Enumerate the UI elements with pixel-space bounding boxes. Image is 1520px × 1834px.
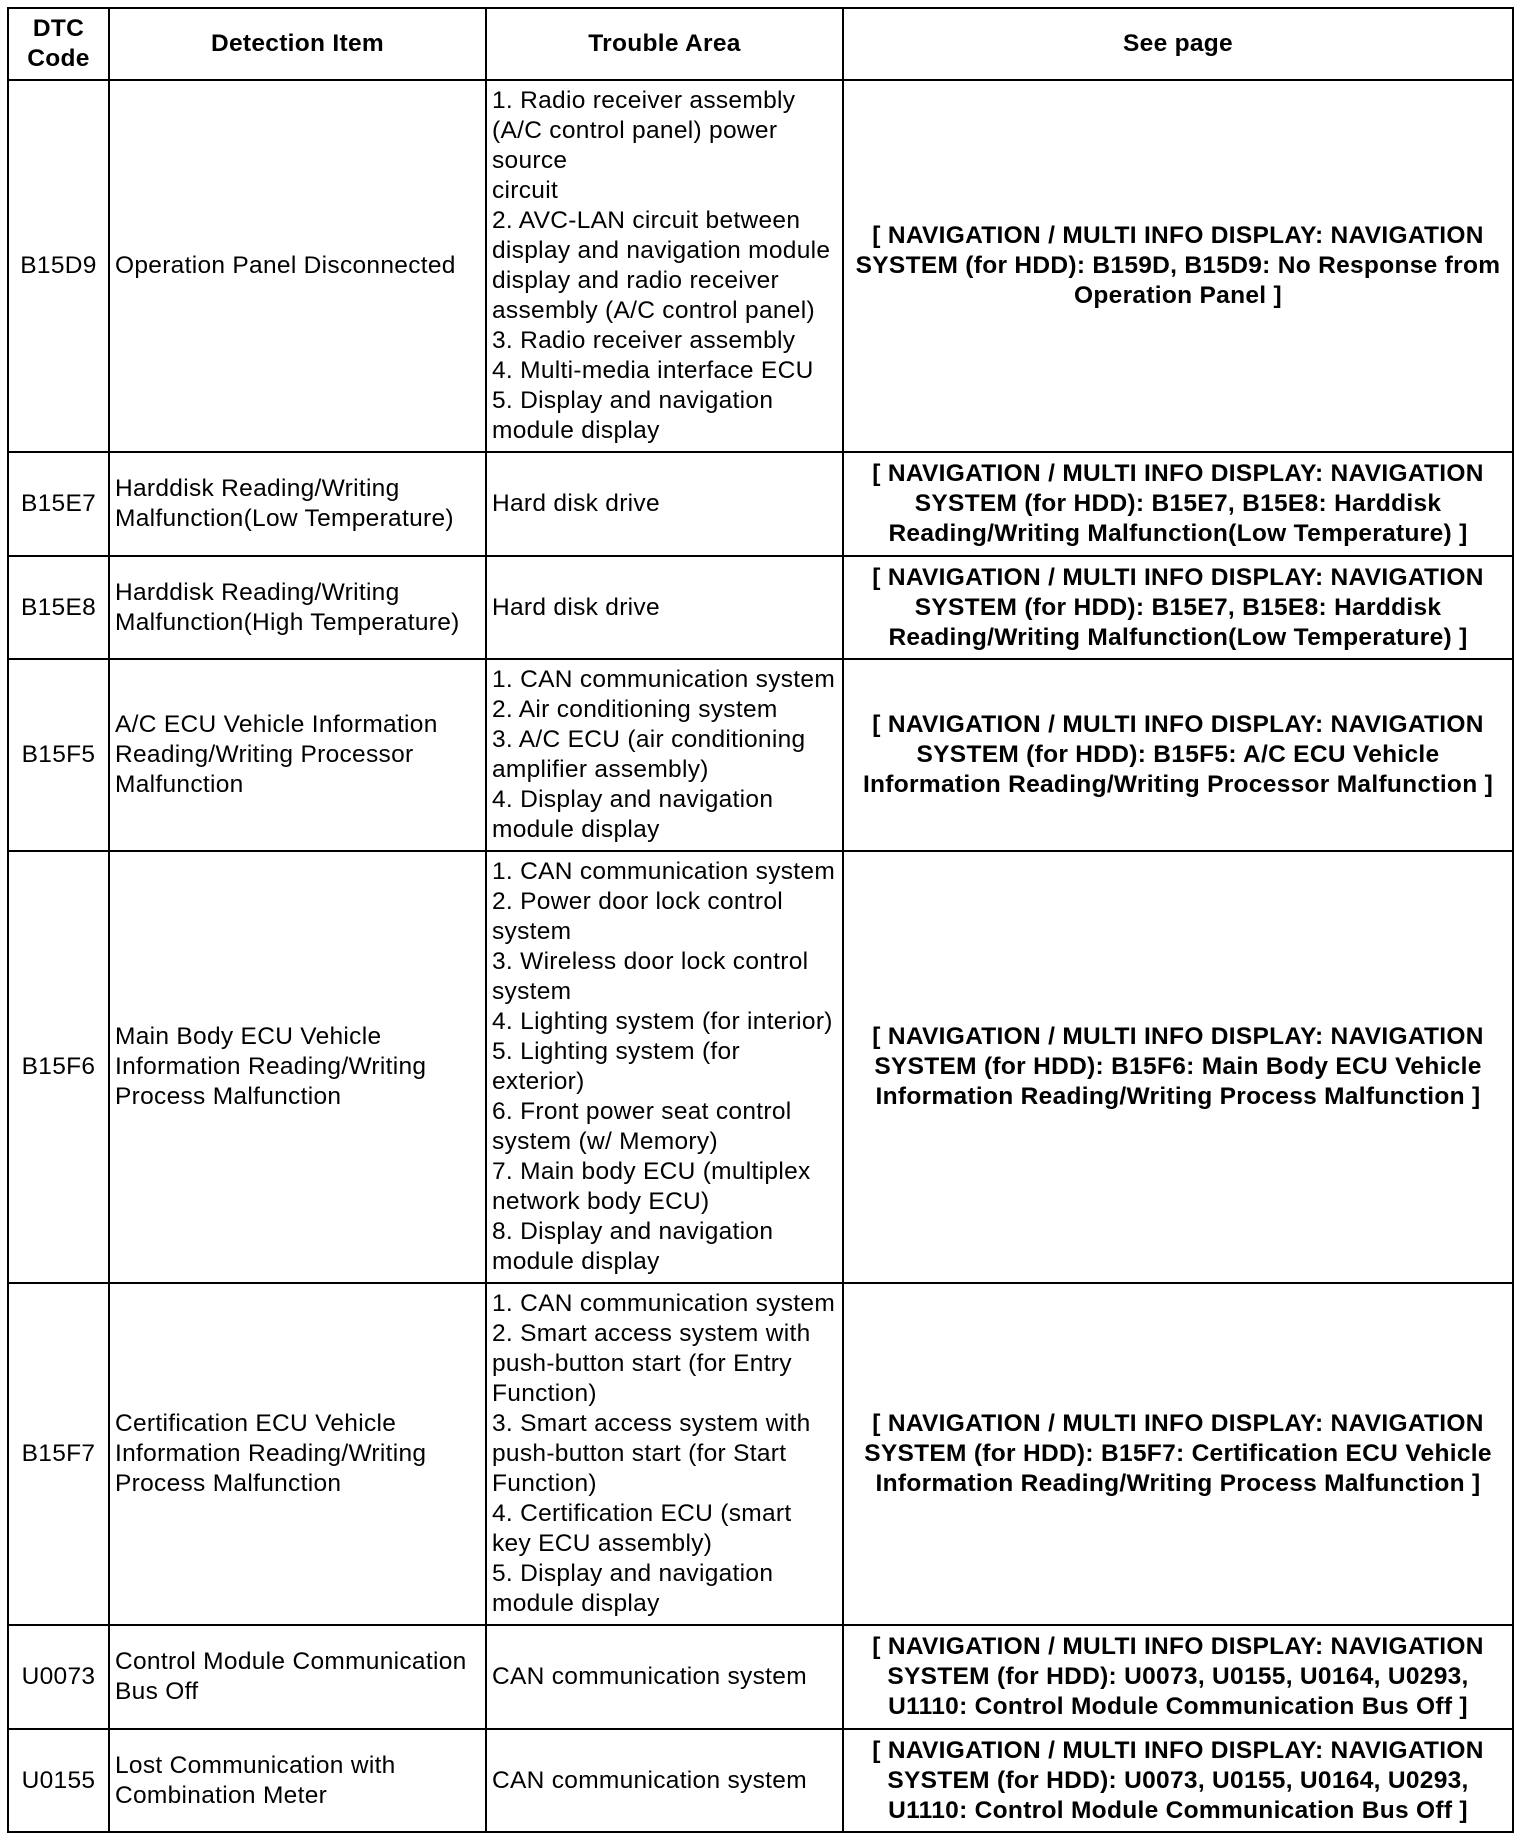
detection-item-cell: Main Body ECU Vehicle Information Reading/Writing Process Malfunction <box>109 851 486 1283</box>
dtc-code-cell: B15D9 <box>8 80 109 452</box>
trouble-area-line: circuit <box>492 177 559 204</box>
detection-item-cell: Harddisk Reading/Writing Malfunction(High Temperature) <box>109 556 486 659</box>
trouble-area-line: 5. Display and navigation module display <box>492 1560 774 1617</box>
trouble-area-line: 3. A/C ECU (air conditioning amplifier assembly) <box>492 726 806 783</box>
trouble-area-cell <box>486 659 843 851</box>
dtc-code-cell: B15E8 <box>8 556 109 659</box>
detection-item-cell: Certification ECU Vehicle Information Reading/Writing Process Malfunction <box>109 1283 486 1625</box>
table-row <box>8 1729 1513 1832</box>
trouble-area-cell <box>486 1625 843 1729</box>
see-page-link[interactable]: [ NAVIGATION / MULTI INFO DISPLAY: NAVIGATION SYSTEM (for HDD): B15E7, B15E8: Harddisk Reading/Writing Malfunction(Low Temperature) ] <box>843 452 1513 556</box>
trouble-area-cell <box>486 1729 843 1832</box>
detection-item-cell: Lost Communication with Combination Meter <box>109 1729 486 1832</box>
detection-item-cell: Operation Panel Disconnected <box>109 80 486 452</box>
trouble-area-line: 8. Display and navigation module display <box>492 1218 774 1275</box>
trouble-area-line: 4. Lighting system (for interior) <box>492 1008 833 1035</box>
trouble-area-cell <box>486 1283 843 1625</box>
dtc-code-cell: B15F7 <box>8 1283 109 1625</box>
table-row <box>8 80 1513 452</box>
table-row <box>8 1283 1513 1625</box>
detection-item-cell: Harddisk Reading/Writing Malfunction(Low Temperature) <box>109 452 486 556</box>
dtc-code-cell: B15F5 <box>8 659 109 851</box>
table-row <box>8 1625 1513 1729</box>
header-row <box>8 8 1513 80</box>
trouble-area-line: CAN communication system <box>492 1766 807 1794</box>
dtc-code-cell: B15F6 <box>8 851 109 1283</box>
header-dtc-code: DTC Code <box>8 8 109 80</box>
trouble-area-cell <box>486 556 843 659</box>
see-page-link[interactable]: [ NAVIGATION / MULTI INFO DISPLAY: NAVIGATION SYSTEM (for HDD): B159D, B15D9: No Response from Operation Panel ] <box>843 80 1513 452</box>
see-page-link[interactable]: [ NAVIGATION / MULTI INFO DISPLAY: NAVIGATION SYSTEM (for HDD): B15F7: Certification ECU Vehicle Information Reading/Writing Process Malfunction ] <box>843 1283 1513 1625</box>
dtc-code-cell: U0155 <box>8 1729 109 1832</box>
trouble-area-line: 3. Radio receiver assembly <box>492 327 796 354</box>
dtc-code-cell: U0073 <box>8 1625 109 1729</box>
trouble-area-line: 2. Smart access system with push-button start (for Entry Function) <box>492 1320 811 1407</box>
header-trouble-area: Trouble Area <box>486 8 843 80</box>
trouble-area-line: 4. Display and navigation module display <box>492 786 774 843</box>
trouble-area-line: 3. Smart access system with push-button start (for Start Function) <box>492 1410 811 1497</box>
trouble-area-line: CAN communication system <box>492 1663 807 1690</box>
trouble-area-line: 5. Lighting system (for exterior) <box>492 1038 740 1095</box>
trouble-area-cell <box>486 851 843 1283</box>
see-page-link[interactable]: [ NAVIGATION / MULTI INFO DISPLAY: NAVIGATION SYSTEM (for HDD): U0073, U0155, U0164, U0293, U1110: Control Module Communication Bus Off ] <box>843 1625 1513 1729</box>
detection-item-cell: A/C ECU Vehicle Information Reading/Writing Processor Malfunction <box>109 659 486 851</box>
trouble-area-cell <box>486 80 843 452</box>
trouble-area-line: 4. Certification ECU (smart key ECU assembly) <box>492 1500 792 1557</box>
table-row <box>8 452 1513 556</box>
header-see-page: See page <box>843 8 1513 80</box>
trouble-area-line: 1. CAN communication system <box>492 666 836 693</box>
trouble-area-line: 2. Air conditioning system <box>492 696 778 723</box>
dtc-table <box>7 7 1514 1833</box>
see-page-link[interactable]: [ NAVIGATION / MULTI INFO DISPLAY: NAVIGATION SYSTEM (for HDD): B15E7, B15E8: Harddisk Reading/Writing Malfunction(Low Temperature) ] <box>843 556 1513 659</box>
trouble-area-line: 7. Main body ECU (multiplex network body ECU) <box>492 1158 811 1215</box>
trouble-area-cell <box>486 452 843 556</box>
detection-item-cell: Control Module Communication Bus Off <box>109 1625 486 1729</box>
trouble-area-line: 2. Power door lock control system <box>492 888 784 945</box>
trouble-area-line: Hard disk drive <box>492 490 660 517</box>
trouble-area-line: Hard disk drive <box>492 593 660 621</box>
header-detection-item: Detection Item <box>109 8 486 80</box>
table-row <box>8 659 1513 851</box>
dtc-table-page <box>7 7 1512 1833</box>
trouble-area-line: 4. Multi-media interface ECU <box>492 357 814 384</box>
trouble-area-line: 1. Radio receiver assembly (A/C control panel) power source <box>492 87 796 174</box>
see-page-link[interactable]: [ NAVIGATION / MULTI INFO DISPLAY: NAVIGATION SYSTEM (for HDD): U0073, U0155, U0164, U0293, U1110: Control Module Communication Bus Off ] <box>843 1729 1513 1832</box>
trouble-area-line: 2. AVC-LAN circuit between display and navigation module display and radio receiver assembly (A/C control panel) <box>492 207 831 324</box>
trouble-area-line: 1. CAN communication system <box>492 858 836 885</box>
table-row <box>8 851 1513 1283</box>
dtc-code-cell: B15E7 <box>8 452 109 556</box>
trouble-area-line: 5. Display and navigation module display <box>492 387 774 444</box>
trouble-area-line: 6. Front power seat control system (w/ Memory) <box>492 1098 792 1155</box>
table-row <box>8 556 1513 659</box>
see-page-link[interactable]: [ NAVIGATION / MULTI INFO DISPLAY: NAVIGATION SYSTEM (for HDD): B15F6: Main Body ECU Vehicle Information Reading/Writing Process Malfunction ] <box>843 851 1513 1283</box>
trouble-area-line: 3. Wireless door lock control system <box>492 948 809 1005</box>
see-page-link[interactable]: [ NAVIGATION / MULTI INFO DISPLAY: NAVIGATION SYSTEM (for HDD): B15F5: A/C ECU Vehicle Information Reading/Writing Processor Malfunction ] <box>843 659 1513 851</box>
trouble-area-line: 1. CAN communication system <box>492 1290 836 1317</box>
